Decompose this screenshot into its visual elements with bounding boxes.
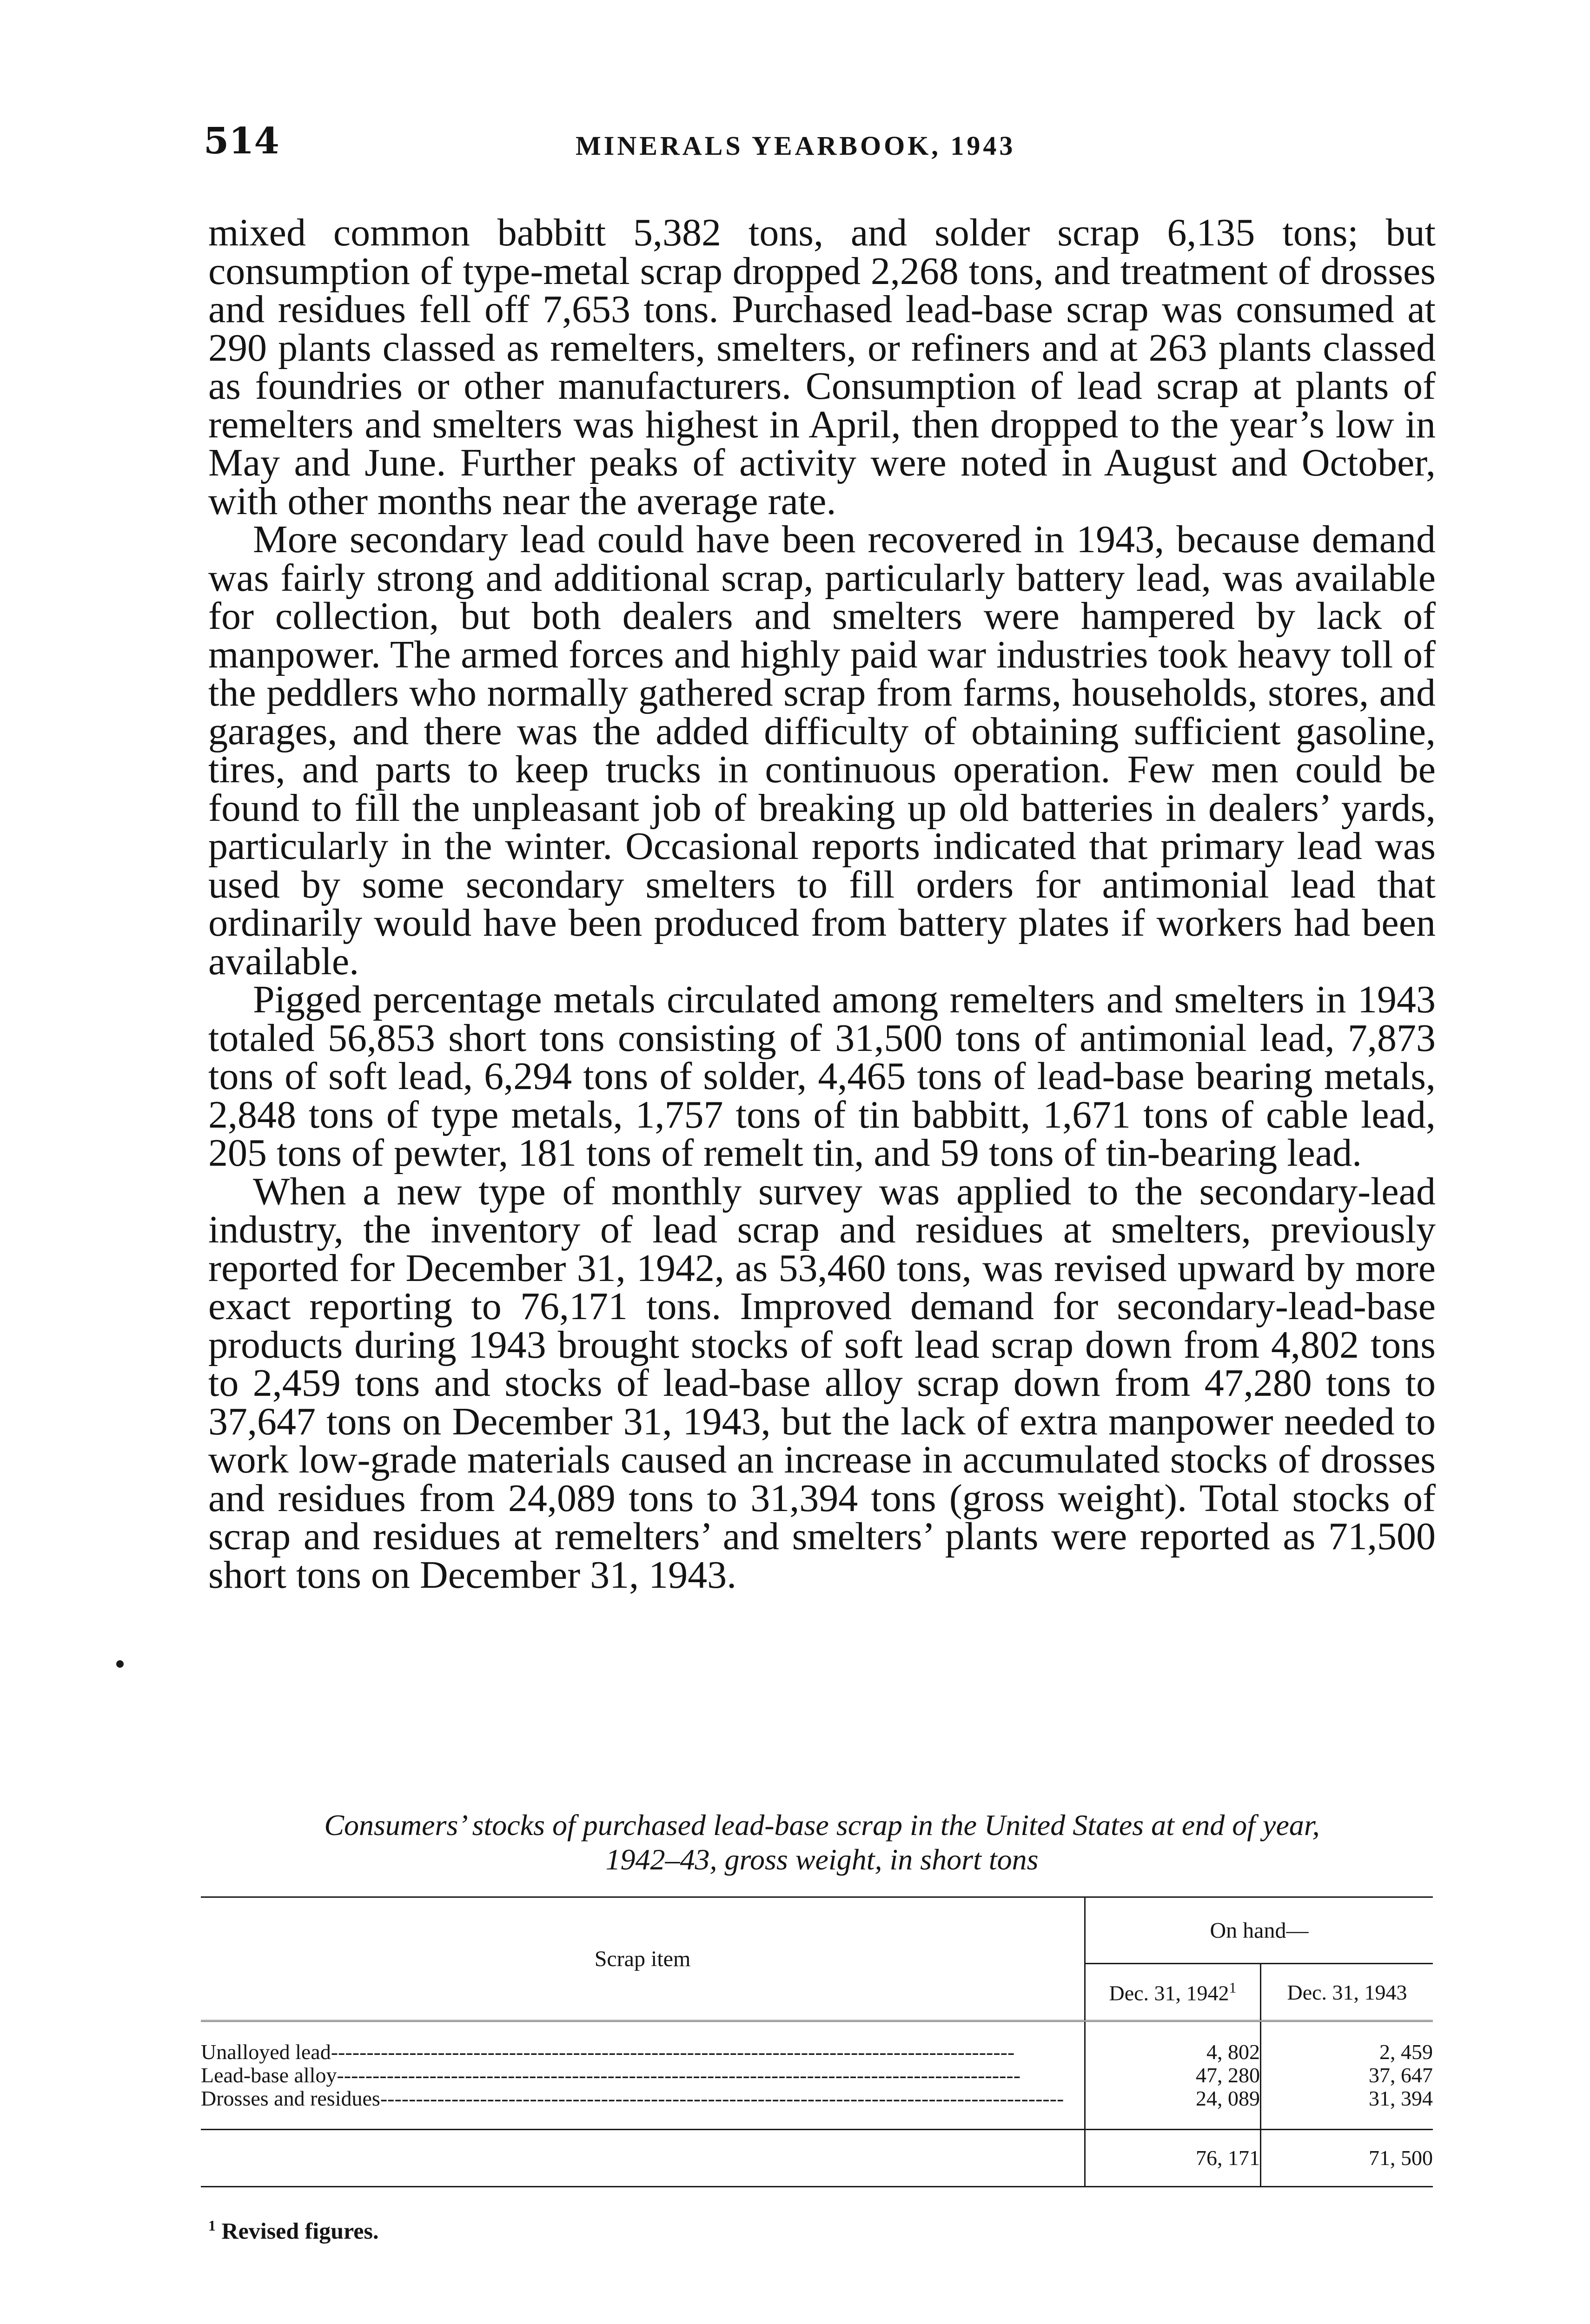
row-value-1943: 37, 647 — [1369, 2063, 1433, 2087]
row-value-1942: 24, 089 — [1085, 2087, 1261, 2130]
row-item-label: Unalloyed lead — [201, 2040, 331, 2064]
table-caption — [208, 1808, 1436, 1877]
table-caption-line-1: Consumers’ stocks of purchased lead-base scrap in the United States at end of year, — [324, 1809, 1320, 1842]
total-value-1942: 76, 171 — [1085, 2130, 1261, 2187]
page-number: 514 — [204, 120, 279, 162]
table-caption-line-2: 1942–43, gross weight, in short tons — [605, 1843, 1039, 1876]
col-header-1943: Dec. 31, 1943 — [1261, 1964, 1433, 2021]
row-value-1942: 4, 802 — [1085, 2021, 1261, 2064]
footnote-text: Revised figures. — [221, 2218, 379, 2244]
total-value-1943: 71, 500 — [1261, 2130, 1433, 2187]
row-value-1942: 47, 280 — [1085, 2064, 1261, 2087]
running-title: MINERALS YEARBOOK, 1943 — [576, 131, 1016, 161]
col-header-1942-label: Dec. 31, 1942 — [1109, 1981, 1229, 2005]
scrap-stocks-table-wrap — [201, 1896, 1433, 2187]
paragraph-2: More secondary lead could have been recovered in 1943, because demand was fairly strong and additional scrap, particularly battery lead, was available for collection, but both dealers and smelters were hampered by lack of manpower. The armed forces and highly paid war industries took heavy toll of the peddlers who normally gathered scrap from farms, households, stores, and garages, and there was the added difficulty of obtaining sufficient gasoline, tires, and parts to keep trucks in continuous operation. Few men could be found to fill the unpleasant job of breaking up old batteries in dealers’ yards, particularly in the winter. Occasional reports indicated that primary lead was used by some secondary smelters to fill orders for antimonial lead that ordinarily would have been produced from battery plates if workers had been available. — [208, 518, 1436, 983]
table-row — [201, 2087, 1433, 2130]
paragraph-4: When a new type of monthly survey was applied to the secondary-lead industry, the inventory of lead scrap and residues at smelters, previously reported for December 31, 1942, as 53,460 tons, was revised upward by more exact reporting to 76,171 tons. Improved demand for secondary-lead-base products during 1943 brought stocks of soft lead scrap down from 4,802 tons to 2,459 tons and stocks of lead-base alloy scrap down from 47,280 tons to 37,647 tons on December 31, 1943, but the lack of extra manpower needed to work low-grade materials caused an increase in accumulated stocks of drosses and residues from 24,089 tons to 31,394 tons (gross weight). Total stocks of scrap and residues at remelters’ and smelters’ plants were reported as 71,500 short tons on December 31, 1943. — [208, 1169, 1436, 1597]
scrap-stocks-table — [201, 1896, 1433, 2187]
row-item-label: Drosses and residues — [201, 2087, 380, 2110]
col-header-1942-footnote-marker: 1 — [1229, 1979, 1237, 1996]
row-value-1943: 2, 459 — [1379, 2040, 1433, 2064]
page-header — [204, 120, 1440, 166]
table-total-row — [201, 2130, 1433, 2187]
row-item-label: Lead-base alloy — [201, 2064, 337, 2087]
total-label-cell — [201, 2130, 1085, 2187]
footnote-marker: 1 — [208, 2217, 216, 2234]
row-value-1943: 31, 394 — [1261, 2087, 1433, 2130]
table-row — [201, 2021, 1433, 2064]
row-item-cell — [201, 2021, 1085, 2064]
row-item-cell — [201, 2064, 1085, 2087]
on-hand-header: On hand— — [1085, 1898, 1433, 1964]
paragraph-3: Pigged percentage metals circulated among remelters and smelters in 1943 totaled 56,853 short tons consisting of 31,500 tons of antimonial lead, 7,873 tons of soft lead, 6,294 tons of solder, 4,465 tons of lead-base bearing metals, 2,848 tons of type metals, 1,757 tons of tin babbitt, 1,671 tons of cable lead, 205 tons of pewter, 181 tons of remelt tin, and 59 tons of tin-bearing lead. — [208, 978, 1436, 1175]
scrap-item-header: Scrap item — [201, 1898, 1085, 2021]
col-header-1942 — [1085, 1964, 1261, 2021]
leader-dots: ------------------------------------------------------------------------------------------------ — [380, 2087, 1064, 2110]
paragraph-1: mixed common babbitt 5,382 tons, and solder scrap 6,135 tons; but consumption of type-metal scrap dropped 2,268 tons, and treatment of drosses and residues fell off 7,653 tons. Purchased lead-base scrap was consumed at 290 plants classed as remelters, smelters, or refiners and at 263 plants classed as foundries or other manufacturers. Consumption of lead scrap at plants of remelters and smelters was highest in April, then dropped to the year’s low in May and June. Further peaks of activity were noted in August and October, with other months near the average rate. — [208, 211, 1436, 523]
body-text — [208, 211, 1436, 1597]
table-header-row — [201, 1898, 1433, 1964]
footnote — [208, 2217, 378, 2245]
row-item-cell — [201, 2087, 1085, 2130]
leader-dots: ------------------------------------------------------------------------------------------------ — [331, 2040, 1015, 2064]
print-speck — [116, 1660, 124, 1668]
table-row — [201, 2064, 1433, 2087]
leader-dots: ------------------------------------------------------------------------------------------------ — [337, 2064, 1021, 2087]
